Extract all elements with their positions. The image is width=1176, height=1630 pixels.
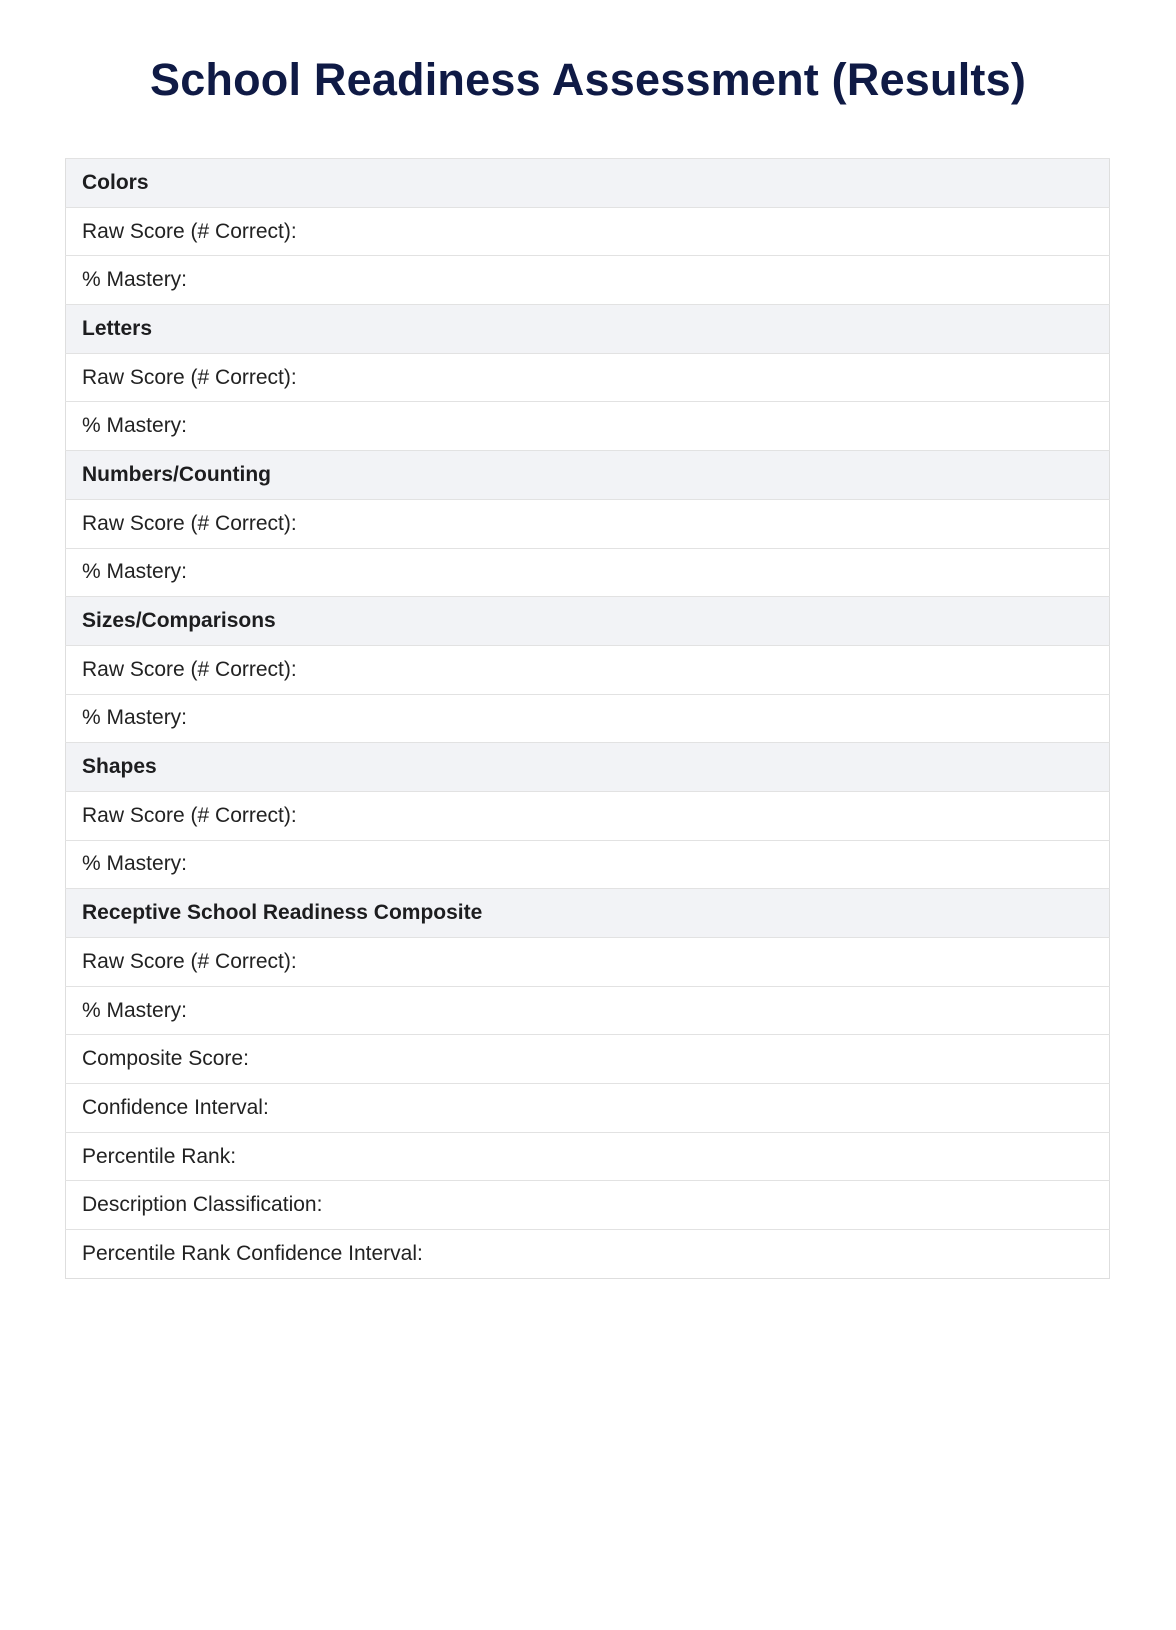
field-row-confidence-interval	[66, 1084, 1110, 1133]
field-label: Composite Score:	[66, 1035, 1110, 1084]
section-header-composite	[66, 889, 1110, 938]
field-label: % Mastery:	[66, 694, 1110, 743]
field-row-sizes-raw-score	[66, 645, 1110, 694]
section-heading: Shapes	[66, 743, 1110, 792]
field-label: Raw Score (# Correct):	[66, 791, 1110, 840]
section-heading: Numbers/Counting	[66, 451, 1110, 500]
field-label: % Mastery:	[66, 548, 1110, 597]
field-label: % Mastery:	[66, 840, 1110, 889]
field-label: Percentile Rank:	[66, 1132, 1110, 1181]
section-header-numbers-counting	[66, 451, 1110, 500]
page-title: School Readiness Assessment (Results)	[149, 54, 1027, 105]
field-label: Raw Score (# Correct):	[66, 499, 1110, 548]
field-row-numbers-raw-score	[66, 499, 1110, 548]
section-heading: Colors	[66, 159, 1110, 208]
field-label: % Mastery:	[66, 402, 1110, 451]
field-label: Description Classification:	[66, 1181, 1110, 1230]
field-row-shapes-raw-score	[66, 791, 1110, 840]
results-table	[65, 158, 1110, 1279]
field-label: Percentile Rank Confidence Interval:	[66, 1230, 1110, 1279]
field-label: % Mastery:	[66, 256, 1110, 305]
field-row-composite-mastery	[66, 986, 1110, 1035]
field-row-letters-mastery	[66, 402, 1110, 451]
field-row-colors-mastery	[66, 256, 1110, 305]
field-row-sizes-mastery	[66, 694, 1110, 743]
field-row-composite-raw-score	[66, 938, 1110, 987]
section-header-letters	[66, 305, 1110, 354]
section-header-shapes	[66, 743, 1110, 792]
section-heading: Letters	[66, 305, 1110, 354]
field-row-composite-score	[66, 1035, 1110, 1084]
section-header-colors	[66, 159, 1110, 208]
field-label: Raw Score (# Correct):	[66, 207, 1110, 256]
field-label: Raw Score (# Correct):	[66, 645, 1110, 694]
section-heading: Sizes/Comparisons	[66, 597, 1110, 646]
field-row-percentile-rank-confidence-interval	[66, 1230, 1110, 1279]
field-row-numbers-mastery	[66, 548, 1110, 597]
field-row-percentile-rank	[66, 1132, 1110, 1181]
field-label: Confidence Interval:	[66, 1084, 1110, 1133]
section-header-sizes-comparisons	[66, 597, 1110, 646]
section-heading: Receptive School Readiness Composite	[66, 889, 1110, 938]
field-row-shapes-mastery	[66, 840, 1110, 889]
field-row-letters-raw-score	[66, 353, 1110, 402]
field-row-description-classification	[66, 1181, 1110, 1230]
field-row-colors-raw-score	[66, 207, 1110, 256]
field-label: Raw Score (# Correct):	[66, 353, 1110, 402]
field-label: Raw Score (# Correct):	[66, 938, 1110, 987]
field-label: % Mastery:	[66, 986, 1110, 1035]
